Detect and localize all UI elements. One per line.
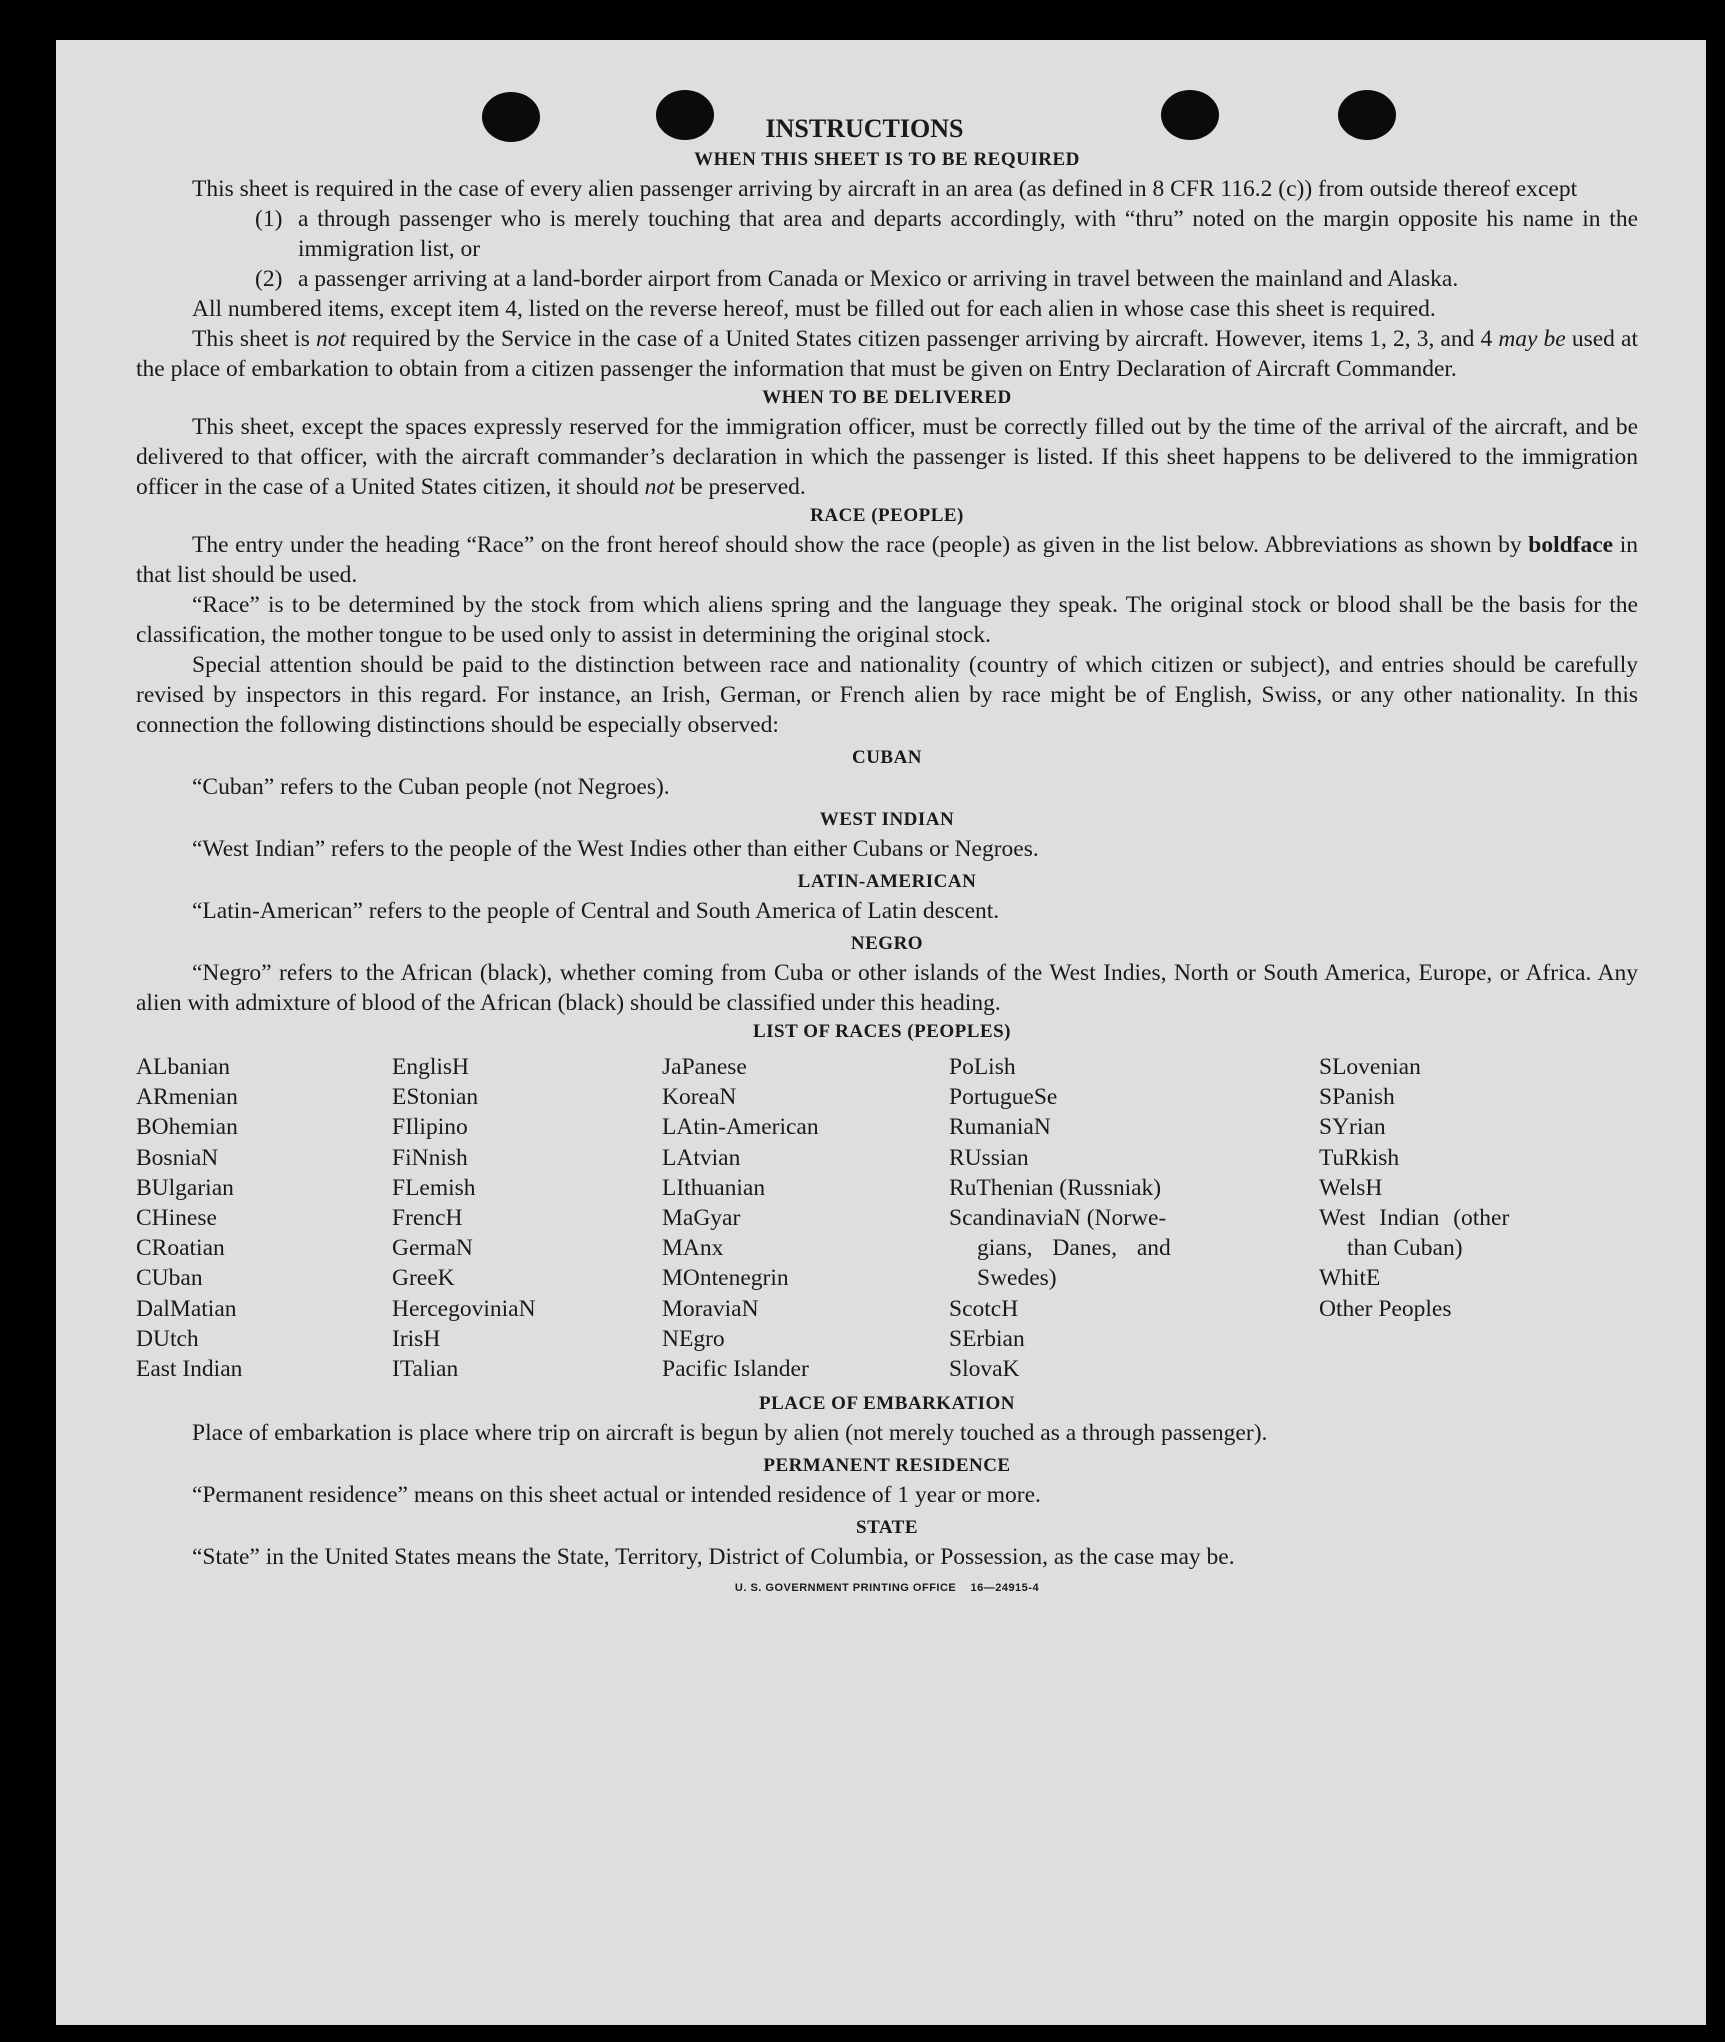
race-item: MoraviaN [662,1295,759,1322]
race-item: TuRkish [1319,1144,1400,1171]
race-column-2 [392,1052,662,1384]
race-item: LAtvian [662,1144,741,1171]
race-item-continued: than Cuban) [1347,1235,1463,1262]
race-item: BOhemian [136,1114,238,1141]
race-item: GermaN [392,1235,473,1262]
race-item: West Indian (other [1319,1205,1510,1232]
item-text: a through passenger who is merely touching that area and departs accordingly, with “thru” noted on the margin opposite his name in the immigration list, or [298,206,1638,262]
race-item: MOntenegrin [662,1265,789,1292]
race-column-5 [1319,1052,1619,1384]
document-sheet [56,40,1706,2025]
race-item: SLovenian [1319,1054,1421,1080]
race-item: PoLish [949,1054,1016,1080]
race-item: EStonian [392,1084,479,1111]
race-item: SYrian [1319,1114,1386,1141]
race-item: FIlipino [392,1114,468,1141]
paragraph: Place of embarkation is place where trip on aircraft is begun by alien (not merely touched as a through passenger). [192,1420,1268,1447]
item-text: a passenger arriving at a land-border airport from Canada or Mexico or arriving in travel between the mainland and Alaska. [298,266,1459,292]
page-title: INSTRUCTIONS [765,114,964,143]
document-body [136,112,1638,1594]
race-item: MAnx [662,1235,724,1262]
paragraph: All numbered items, except item 4, listed on the reverse hereof, must be filled out for each alien in whose case this sheet is required. [192,296,1436,322]
race-item: IrisH [392,1325,441,1352]
race-item: SErbian [949,1325,1025,1352]
race-item: JaPanese [662,1054,747,1080]
heading-west-indian: WEST INDIAN [819,809,955,830]
paragraph: “Race” is to be determined by the stock from which aliens spring and the language they speak. The original stock or blood shall be the basis for the classification, the mother tongue to be used only to assist in determining the original stock. [136,592,1638,648]
race-item: RUssian [949,1144,1029,1171]
race-item: EnglisH [392,1054,470,1080]
heading-negro: NEGRO [850,933,924,954]
race-item: ITalian [392,1356,459,1383]
race-item: East Indian [136,1356,243,1383]
race-item-continued: gians, Danes, and [977,1235,1171,1262]
item-number: (1) [255,206,283,232]
heading-cuban: CUBAN [851,747,923,768]
race-item: BUlgarian [136,1174,234,1201]
paragraph: This sheet is required in the case of every alien passenger arriving by aircraft in an area (as defined in 8 CFR 116.2 (c)) from outside thereof except [192,176,1578,202]
heading-race: RACE (PEOPLE) [810,505,964,526]
heading-permanent-residence: PERMANENT RESIDENCE [763,1455,1011,1477]
race-item: ScotcH [949,1295,1019,1322]
race-column-3 [662,1052,949,1384]
race-item-continued: Swedes) [977,1265,1057,1292]
heading-when-required: WHEN THIS SHEET IS TO BE REQUIRED [694,149,1080,170]
race-item: RumaniaN [949,1114,1051,1141]
race-item: FiNnish [392,1144,468,1171]
race-item: Pacific Islander [662,1356,809,1383]
paragraph: This sheet is not required by the Service in the case of a United States citizen passenger arriving by aircraft. However, items 1, 2, 3, and 4 may be used at the place of embarkation to obtain from a citizen passenger the information that must be given on Entry Declaration of Aircraft Commander. [136,326,1638,382]
race-column-4 [949,1052,1319,1384]
race-item: SPanish [1319,1084,1395,1111]
paragraph: “Latin-American” refers to the people of Central and South America of Latin descent. [192,898,1000,924]
race-list [136,1052,1638,1384]
heading-state: STATE [856,1517,918,1539]
race-item: WhitE [1319,1265,1381,1292]
heading-when-delivered: WHEN TO BE DELIVERED [762,387,1012,408]
race-item: WelsH [1319,1174,1383,1201]
paragraph: “Cuban” refers to the Cuban people (not Negroes). [192,774,670,800]
race-item: NEgro [662,1325,725,1352]
heading-list-of-races: LIST OF RACES (PEOPLES) [752,1021,1012,1042]
race-item: FrencH [392,1205,463,1232]
race-column-1 [136,1052,392,1384]
race-item: PortugueSe [949,1084,1058,1111]
race-item: LAtin-American [662,1114,819,1141]
race-item: KoreaN [662,1084,737,1111]
paragraph: “Permanent residence” means on this sheet actual or intended residence of 1 year or more. [192,1482,1041,1509]
race-item: BosniaN [136,1144,219,1171]
race-item: CRoatian [136,1235,225,1262]
race-item: DalMatian [136,1295,237,1322]
race-item: GreeK [392,1265,455,1292]
paragraph: “West Indian” refers to the people of the West Indies other than either Cubans or Negroes. [192,836,1039,862]
exception-item-1 [255,204,1638,264]
paragraph: “State” in the United States means the State, Territory, District of Columbia, or Possession, as the case may be. [192,1544,1235,1571]
paragraph: This sheet, except the spaces expressly reserved for the immigration officer, must be correctly filled out by the time of the arrival of the aircraft, and be delivered to that officer, with the aircraft commander’s declaration in which the passenger is listed. If this sheet happens to be delivered to the immigration officer in the case of a United States citizen, it should not be preserved. [136,414,1638,500]
race-item: Other Peoples [1319,1295,1452,1322]
paragraph: Special attention should be paid to the distinction between race and nationality (country of which citizen or subject), and entries should be carefully revised by inspectors in this regard. For instance, an Irish, German, or French alien by race might be of English, Swiss, or any other nationality. In this connection the following distinctions should be especially observed: [136,652,1638,738]
heading-embarkation: PLACE OF EMBARKATION [759,1393,1015,1415]
race-item: ScandinaviaN (Norwe- [949,1205,1167,1232]
race-item: SlovaK [949,1356,1020,1383]
paragraph: The entry under the heading “Race” on the front hereof should show the race (people) as given in the list below. Abbreviations as shown by boldface in that list should be used. [136,532,1638,588]
race-item: DUtch [136,1325,199,1352]
race-item: CHinese [136,1205,217,1232]
race-item: RuThenian (Russniak) [949,1174,1162,1201]
race-item: HercegoviniaN [392,1295,536,1322]
printing-office-imprint: U. S. GOVERNMENT PRINTING OFFICE 16—24915-4 [734,1582,1040,1595]
race-item: MaGyar [662,1205,741,1232]
item-number: (2) [255,266,283,292]
paragraph: “Negro” refers to the African (black), whether coming from Cuba or other islands of the West Indies, North or South America, Europe, or Africa. Any alien with admixture of blood of the African (black) should be classified under this heading. [136,960,1638,1016]
race-item: ALbanian [136,1054,230,1080]
race-item: CUban [136,1265,203,1292]
exception-item-2 [255,264,1638,294]
race-item: FLemish [392,1174,476,1201]
race-item: LIthuanian [662,1174,766,1201]
race-item: ARmenian [136,1084,238,1111]
heading-latin-american: LATIN-AMERICAN [797,871,977,892]
